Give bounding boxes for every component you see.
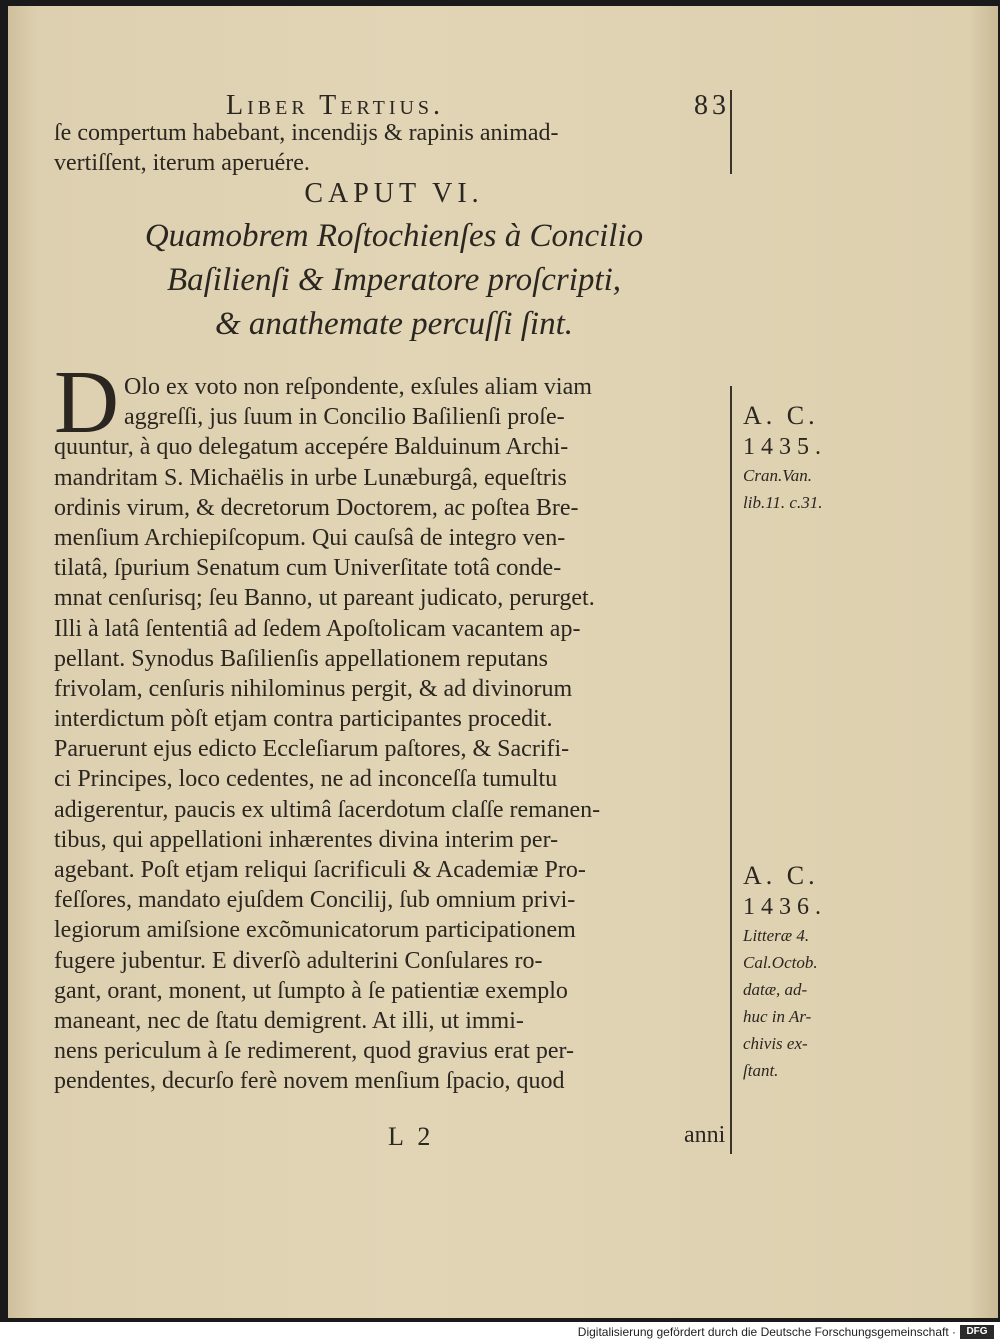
chapter-title-line: Quamobrem Roſtochienſes à Concilio <box>144 218 644 254</box>
text-line: Olo ex voto non reſpondente, exſules aliam viam <box>124 374 592 400</box>
text-line: mnat cenſurisq; ſeu Banno, ut pareant judicato, perurget. <box>54 585 595 612</box>
page-number: 83 <box>694 90 730 121</box>
intro-text <box>54 118 734 178</box>
text-line: ci Principes, loco cedentes, ne ad inconceſſa tumultu <box>54 766 558 793</box>
text-line: Illi à latâ ſententiâ ad ſedem Apoſtolicam vacantem ap- <box>54 615 581 642</box>
margin-note-ref: Cal.Octob. <box>743 953 818 972</box>
dfg-logo: DFG <box>960 1325 994 1339</box>
margin-note-year: 1436. <box>743 894 827 920</box>
text-line: pellant. Synodus Baſilienſis appellationem reputans <box>54 645 548 672</box>
text-line: frivolam, cenſuris nihilominus pergit, & ad divinorum <box>54 675 573 702</box>
text-line: ordinis virum, & decretorum Doctorem, ac poſtea Bre- <box>54 494 579 521</box>
text-line: maneant, nec de ſtatu demigrent. At illi, ut immi- <box>54 1007 524 1034</box>
text-line: menſium Archiepiſcopum. Qui cauſsâ de integro ven- <box>54 524 566 551</box>
text-line: vertiſſent, iterum aperuére. <box>54 150 310 177</box>
text-line: fugere jubentur. E diverſò adulterini Conſulares ro- <box>54 947 543 974</box>
chapter-title-line: Baſilienſi & Imperatore proſcripti, <box>166 262 621 298</box>
text-line: tibus, qui appellationi inhærentes divina interim per- <box>54 826 559 853</box>
text-line: pendentes, decurſo ferè novem menſium ſpacio, quod <box>54 1068 565 1095</box>
margin-note-ref: huc in Ar- <box>743 1007 812 1026</box>
chapter-heading: CAPUT VI. <box>304 178 484 209</box>
text-line: Paruerunt ejus edicto Eccleſiarum paſtores, & Sacrifi- <box>54 736 570 763</box>
running-title: Liber Tertius. <box>226 90 445 121</box>
book-page <box>8 6 998 1318</box>
margin-note <box>743 400 863 516</box>
margin-note-ref: datæ, ad- <box>743 980 808 999</box>
text-line: adigerentur, paucis ex ultimâ ſacerdotum claſſe remanen- <box>54 796 601 823</box>
margin-note-ref: chivis ex- <box>743 1034 808 1053</box>
text-line: quuntur, à quo delegatum accepére Balduinum Archi- <box>54 434 569 461</box>
margin-note-year: 1435. <box>743 434 827 460</box>
margin-note-head: A. C. <box>743 401 819 430</box>
text-line: interdictum pòſt etjam contra participantes procedit. <box>54 706 553 733</box>
text-line: mandritam S. Michaëlis in urbe Lunæburgâ, equeſtris <box>54 464 567 491</box>
margin-note <box>743 860 863 1084</box>
drop-cap: D <box>54 353 119 452</box>
margin-note-ref: Litteræ 4. <box>743 926 810 945</box>
credit-bar <box>0 1322 1000 1342</box>
text-line: tilatâ, ſpurium Senatum cum Univerſitate totâ conde- <box>54 555 562 582</box>
text-line: nens periculum à ſe redimerent, quod gravius erat per- <box>54 1038 574 1065</box>
funding-credit: Digitalisierung gefördert durch die Deutsche Forschungsgemeinschaft · <box>577 1325 956 1339</box>
text-line: gant, orant, monent, ut ſumpto à ſe patientiæ exemplo <box>54 977 568 1004</box>
chapter-title <box>54 214 734 346</box>
catchword: anni <box>684 1122 726 1148</box>
signature-mark: L 2 <box>388 1122 435 1151</box>
margin-note-head: A. C. <box>743 861 819 890</box>
text-line: agebant. Poſt etjam reliqui ſacrificuli & Academiæ Pro- <box>54 857 586 883</box>
margin-note-ref: lib.11. c.31. <box>743 493 823 512</box>
text-line: ſe compertum habebant, incendijs & rapinis animad- <box>54 120 559 146</box>
main-text <box>54 372 734 1097</box>
text-line: feſſores, mandato ejuſdem Concilij, ſub omnium privi- <box>54 887 576 914</box>
margin-note-ref: ſtant. <box>743 1061 779 1080</box>
chapter-title-line: & anathemate percuſſi ſint. <box>214 306 574 342</box>
text-line: aggreſſi, jus ſuum in Concilio Baſilienſi proſe- <box>124 404 565 431</box>
margin-note-ref: Cran.Van. <box>743 466 812 485</box>
text-line: legiorum amiſsione excõmunicatorum participationem <box>54 917 576 944</box>
